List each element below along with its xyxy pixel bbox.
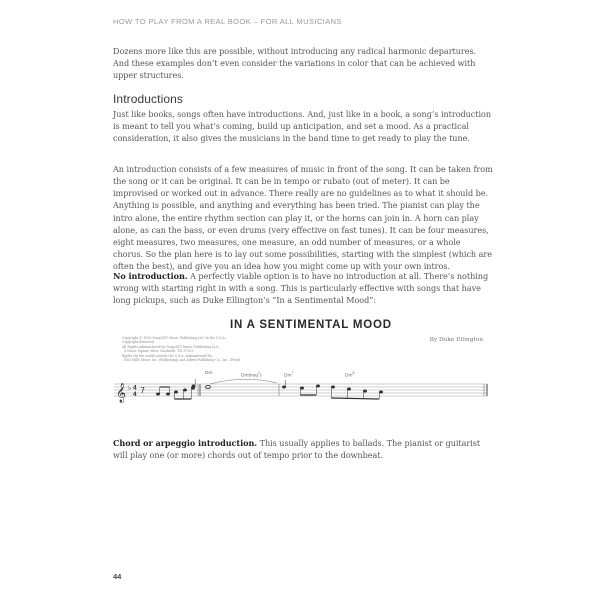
paragraph-no-introduction: [113, 270, 493, 306]
copyright-line: Copyright Renewed: [122, 340, 155, 345]
no-introduction-lead: No introduction.: [113, 271, 188, 281]
chord-arpeggio-body: This usually applies to ballads. The pianist or guitarist will play one (or more) chords out of tempo prior to the downbeat.: [113, 438, 481, 461]
no-introduction-body: A perfectly viable option is to have no introduction at all. There’s nothing wrong with starting right in with a song. This is particularly effective with songs that have long pickups, such as Duke Ellington’s “In a Sentimental Mood”:: [113, 271, 489, 306]
copyright-line: Rights for the world outside the U.S.A. Administered by: [122, 353, 213, 358]
chord-symbol: Dm$^7$: [284, 371, 294, 379]
copyright-line: EMI Mills Music Inc. (Publishing) and Alfred Publishing Co., Inc. (Print): [124, 358, 241, 363]
svg-text:4: 4: [133, 384, 137, 392]
copyright-line: All Rights Administered by Sony/ATV Music Publishing LLC,: [122, 344, 220, 349]
chord-symbol: Dm(maj$^7$): [241, 371, 262, 379]
chord-symbol: Dm: [205, 371, 213, 376]
running-header: HOW TO PLAY FROM A REAL BOOK – FOR ALL MUSICIANS: [113, 17, 342, 26]
paragraph-intro-definition: An introduction consists of a few measures of music in front of the song. It can be taken from the song or it can be original. It can be in tempo or rubato (out of meter). It can be improvised or worked out in advance. There really are no guidelines as to what it should be. Anything is possible, and anything and everything has been tried. The pianist can play the intro alone, the entire rhythm section can play it, or the horns can join in. A horn can play alone, as can the bass, or even drums (very effective on fast tunes). It can be four measures, eight measures, two measures, one measure, an odd number of measures, or a whole chorus. So the plan here is to lay out some possibilities, starting with the simplest (which are often the best), and give you an idea how you might come up with your own intros.: [113, 164, 493, 272]
svg-text:4: 4: [133, 390, 137, 398]
page-number: 44: [113, 572, 122, 581]
flat-icon: ♭: [128, 384, 132, 392]
paragraph-upper-structures: Dozens more like this are possible, without introducing any radical harmonic departures. And these examples don’t even consider the variations in color that can be achieved with upper structures.: [113, 46, 477, 81]
rest-icon: 7: [140, 386, 146, 395]
copyright-line: Copyright © 1935 Sony/ATV Music Publishing LLC in the U.S.A.: [122, 336, 226, 340]
treble-clef-icon: 𝄞: [116, 383, 127, 403]
section-heading-introductions: Introductions: [113, 92, 184, 106]
figure-byline: By Duke Ellington: [429, 337, 483, 343]
chord-symbol: Dm$^6$: [345, 371, 355, 379]
music-staff: [112, 374, 497, 418]
paragraph-intro-books: Just like books, songs often have introductions. And, just like in a book, a song’s introduction is meant to tell you what’s coming, build up anticipation, and set a mood. As a practical consideration, it also gives the musicians in the band time to get ready to play the tune.: [113, 109, 492, 144]
copyright-notice: [122, 336, 292, 362]
paragraph-chord-arpeggio-introduction: [113, 437, 493, 461]
chord-arpeggio-lead: Chord or arpeggio introduction.: [113, 438, 258, 448]
copyright-line: 8 Music Square West, Nashville, TN 37203: [124, 349, 194, 354]
figure-title: IN A SENTIMENTAL MOOD: [230, 319, 392, 331]
music-figure: [112, 314, 497, 418]
